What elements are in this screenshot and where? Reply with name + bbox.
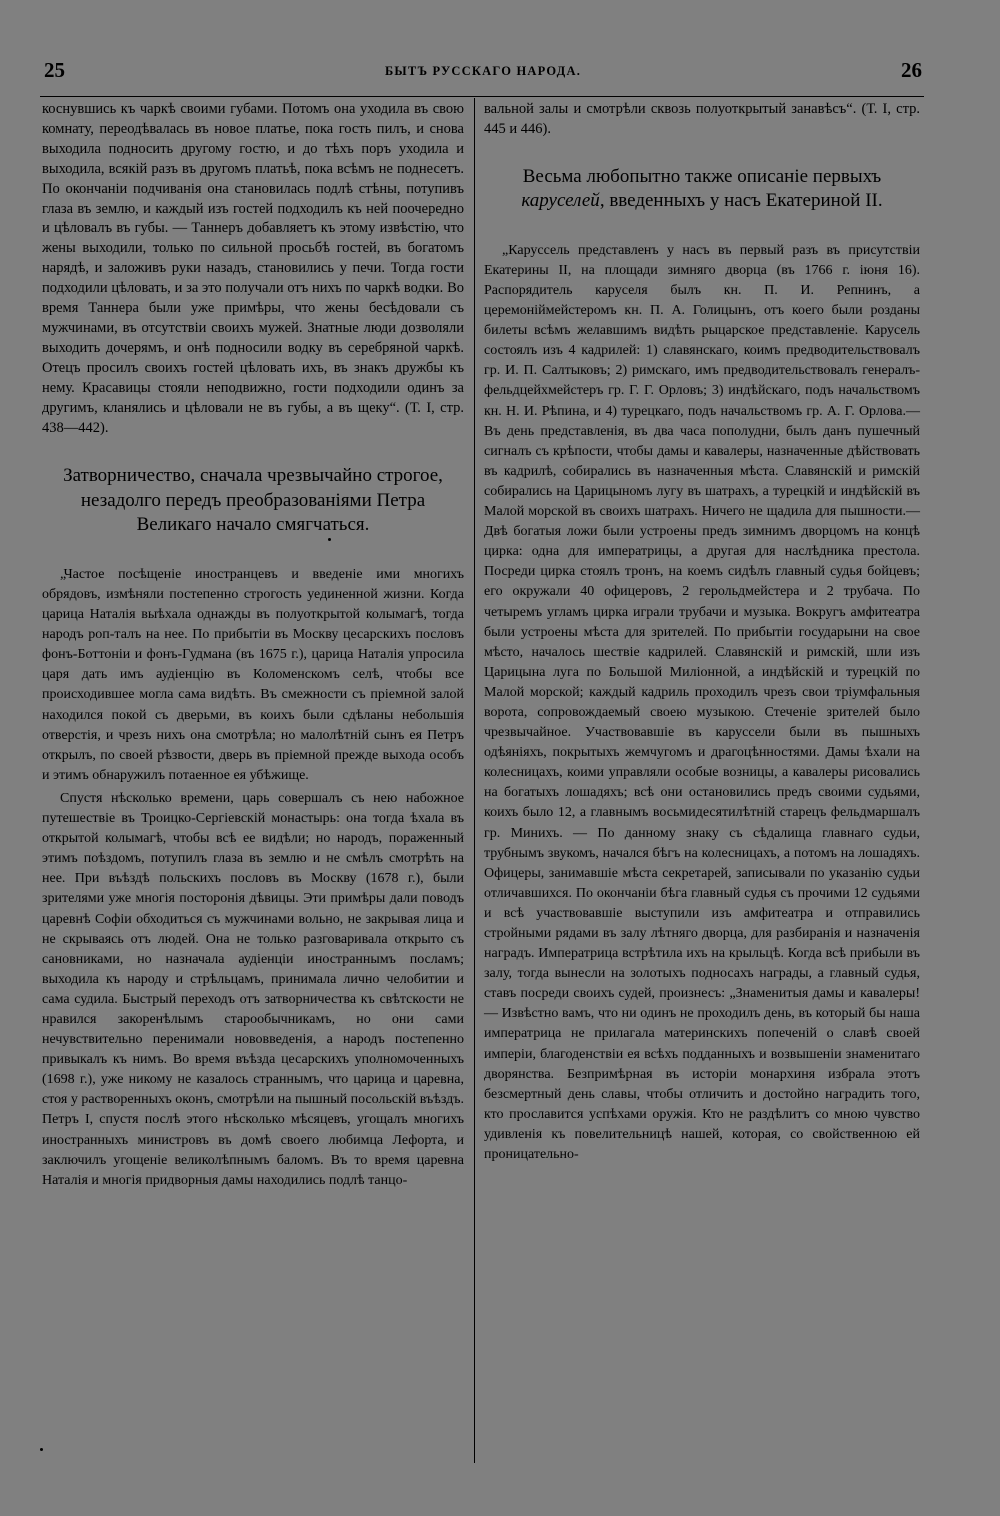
left-column bbox=[42, 100, 464, 1191]
right-column bbox=[484, 100, 920, 1165]
margin-speck bbox=[40, 1448, 43, 1451]
right-subheading-italic: каруселей bbox=[521, 190, 600, 212]
left-quote-paragraph-1: „Частое посѣщеніе иностранцевъ и введеніе ими многихъ обрядовъ, измѣняли постепенно строгость уединенной жизни. Когда царица Наталія выѣхала однажды въ полуоткрытой колымагѣ, тогда народъ роп-талъ на нее. По прибытіи въ Москву цесарскихъ пословъ фонъ-Боттоніи и фонъ-Гудмана (въ 1675 г.), царица Наталія упросила царя дать имъ аудіенцію въ Коломенскомъ селѣ, чтобы все происходившее могла сама видѣть. Въ смежности съ пріемной залой находился покой съ дверьми, въ коихъ были сдѣланы небольшія отверстія, и чрезъ нихъ она смотрѣла; но малолѣтній сынъ ея Петръ открылъ, по своей рѣзвости, дверь въ пріемной прежде выхода особъ и этимъ обнаружилъ потаенное ея убѣжище. bbox=[42, 566, 464, 783]
header-rule bbox=[40, 96, 924, 97]
right-paragraph-continued: вальной залы и смотрѣли сквозь полуоткрытый занавѣсъ“. (Т. I, стр. 445 и 446). bbox=[484, 101, 920, 137]
left-subheading: Затворничество, сначала чрезвычайно строгое, незадолго передъ преобразованіями Петра Великаго начало смягчаться. bbox=[63, 465, 443, 536]
right-quote-paragraph: „Каруссель представленъ у насъ въ первый разъ въ присутствіи Екатерины II, на площади зимняго дворца (въ 1766 г. іюня 16). Распорядитель каруселя былъ кн. П. И. Репнинъ, а церемоніймейстеромъ кн. П. А. Голицынъ, отъ коего были розданы билеты всѣмъ желавшимъ видѣть рыцарское представленіе. Карусель состоялъ изъ 4 кадрилей: 1) славянскаго, коимъ предводительствовалъ гр. И. П. Салтыковъ; 2) римскаго, имъ предводительствовалъ генералъ-фельдцейхмейстеръ гр. Г. Г. Орловъ; 3) индѣйскаго, подъ начальствомъ кн. Н. И. Рѣпина, и 4) турецкаго, подъ начальствомъ гр. А. Г. Орлова.—Въ день представленія, въ два часа пополудни, былъ данъ пушечный сигналъ съ крѣпости, чтобы дамы и кавалеры, назначенные дѣйствовать въ кадрилѣ, собирались въ назначенныя мѣста. Славянскій и римскій собирались на Царицыномъ лугу въ шатрахъ, а турецкій и индѣйскій въ Малой морской въ своихъ шатрахъ. Ничего не щадила для пышности.—Двѣ богатыя ложи были устроены предъ зимнимъ дворцомъ на концѣ цирка: одна для императрицы, а другая для наслѣдника престола. Посреди цирка стоялъ тронъ, на коемъ сидѣлъ главный судья бойцевъ; его окружали 40 офицеровъ, 2 герольдмейстера и 2 трубача. По четыремъ угламъ цирка играли трубачи и музыка. Вокругъ амфитеатра были устроены мѣста для зрителей. По прибытіи государыни на свое мѣсто, началось шествіе кадрилей. Славянскій и римскій, шли изъ Царицына луга по Большой Миліонной, а индѣйскій и турецкій по Малой морской; каждый кадриль проходилъ чрезъ свои тріумфальныя ворота, сопровождаемый своею музыкою. Стеченіе зрителей было чрезвычайное. Участвовавшіе въ каруссели были въ пышныхъ одѣяніяхъ, покрытыхъ жемчугомъ и драгоцѣнностями. Дамы ѣхали на колесницахъ, коими управляли особые возницы, а кавалеры рисовались на богатыхъ лошадяхъ; всѣ они остановились предъ своими судьями, коихъ было 12, а главнымъ восьмидесятилѣтній старецъ фельдмаршалъ гр. Минихъ. — По данному знаку съ сѣдалища главнаго судьи, трубнымъ звукомъ, начался бѣгъ на колесницахъ, а потомъ на лошадяхъ. Офицеры, занимавшіе мѣста секретарей, записывали по указанію судьи отличавшихся. По окончаніи бѣга главный судья съ прочими 12 судьями и всѣ участвовавшіе выступили изъ амфитеатра и отправились стройными рядами въ залу лѣтняго дворца, для разбиранія и назначенія наградъ. Императрица встрѣтила ихъ на крыльцѣ. Когда всѣ прибыли въ залу, тогда вынесли на золотыхъ подносахъ награды, а главный судья, ставъ посреди своихъ судей, произнесъ: „Знаменитыя дамы и кавалеры! — Извѣстно вамъ, что ни одинъ не проходилъ день, въ который бы наша императрица не прилагала материнскихъ попеченій о славѣ своей имперіи, благоденствіи ея всѣхъ подданныхъ и возвышеніи знаменитаго дворянства. Безпримѣрная въ исторіи монархиня избрала этотъ безсмертный день славы, чтобы отличить и достойно наградить того, кто прославится успѣхами оружія. Кто не раздѣлитъ со мною чувство удивленія къ повелительницѣ нашей, которая, со свойственною ей проницательно- bbox=[484, 242, 920, 1163]
running-header bbox=[44, 58, 922, 88]
page-number-right: 26 bbox=[901, 58, 922, 82]
print-speck bbox=[328, 538, 331, 541]
left-paragraph-continued: коснувшись къ чаркѣ своими губами. Потомъ она уходила въ свою комнату, переодѣвалась въ новое платье, пока гость пилъ, и снова выходила подносить другому гостю, и до тѣхъ поръ уходила и выходила, всякій разъ въ другомъ платьѣ, пока всѣмъ не поднесетъ. По окончаніи подчиванія она становилась подлѣ стѣны, потупивъ глаза въ землю, и каждый изъ гостей подходилъ къ ней поочередно и цѣловалъ въ губы. — Таннеръ добавляетъ къ этому извѣстію, что жены выходили, только по сильной просьбѣ гостей, въ богатомъ нарядѣ, и заложивъ руки назадъ, становились у печи. Тогда гости подходили цѣловать, и за это получали отъ нихъ по чаркѣ водки. Во время Таннера были уже примѣры, что жены бесѣдовали съ мужчинами, въ отсутствіи своихъ мужей. Знатные люди дозволяли выходить дочерямъ, и онѣ подносили водку въ серебряной чаркѣ. Отецъ просилъ своихъ гостей цѣловать ихъ, въ знакъ дружбы къ нему. Красавицы стояли неподвижно, гости подходили одинъ за другимъ, кланялись и цѣловали не въ губы, а въ щеку“. (Т. I, стр. 438—442). bbox=[42, 101, 464, 436]
running-title: БЫТЪ РУССКАГО НАРОДА. bbox=[384, 64, 582, 78]
right-subheading-start: Весьма любопытно также описаніе первыхъ bbox=[522, 165, 882, 187]
right-subheading bbox=[484, 165, 920, 214]
column-divider bbox=[474, 98, 475, 1463]
right-subheading-end: , введенныхъ у насъ Екатериной II. bbox=[599, 190, 883, 212]
left-quote-paragraph-2: Спустя нѣсколько времени, царь совершалъ съ нею набожное путешествіе въ Троицко-Сергіевскій монастырь: она тогда ѣхала въ открытой колымагѣ, чтобы всѣ ее видѣли; но народъ, пораженный этимъ поѣздомъ, потупилъ глаза въ землю и не смѣлъ смотрѣть на нее. При въѣздѣ польскихъ пословъ въ Москву (1678 г.), были зрителями уже многія посторонія дѣвицы. Эти примѣры дали поводъ царевнѣ Софіи обходиться съ мужчинами вольно, не закрывая лица и не скрываясь отъ людей. Она не только разговаривала открыто съ сановниками, но назначала аудіенціи иностраннымъ посламъ; выходила къ народу и стрѣльцамъ, принимала лично челобитии и сама судила. Быстрый переходъ отъ затворничества къ свѣтскости не нравился закоренѣлымъ старообычникамъ, но они сами нечувствительно перенимали нововведенія, а народъ постепенно привыкалъ къ нимъ. Во время въѣзда цесарскихъ уполномоченныхъ (1698 г.), уже никому не казалось страннымъ, что царица и царевна, стоя у растворенныхъ оконъ, смотрѣли на пышный посольскій въѣздъ. Петръ I, спустя послѣ этого нѣсколько мѣсяцевъ, угощалъ многихъ иностранныхъ министровъ въ домѣ своего любимца Лефорта, и заключилъ угощеніе великолѣпнымъ баломъ. Въ то время царевна Наталія и многія придворныя дамы находились подлѣ танцо- bbox=[42, 790, 464, 1188]
page-number-left: 25 bbox=[44, 58, 65, 82]
